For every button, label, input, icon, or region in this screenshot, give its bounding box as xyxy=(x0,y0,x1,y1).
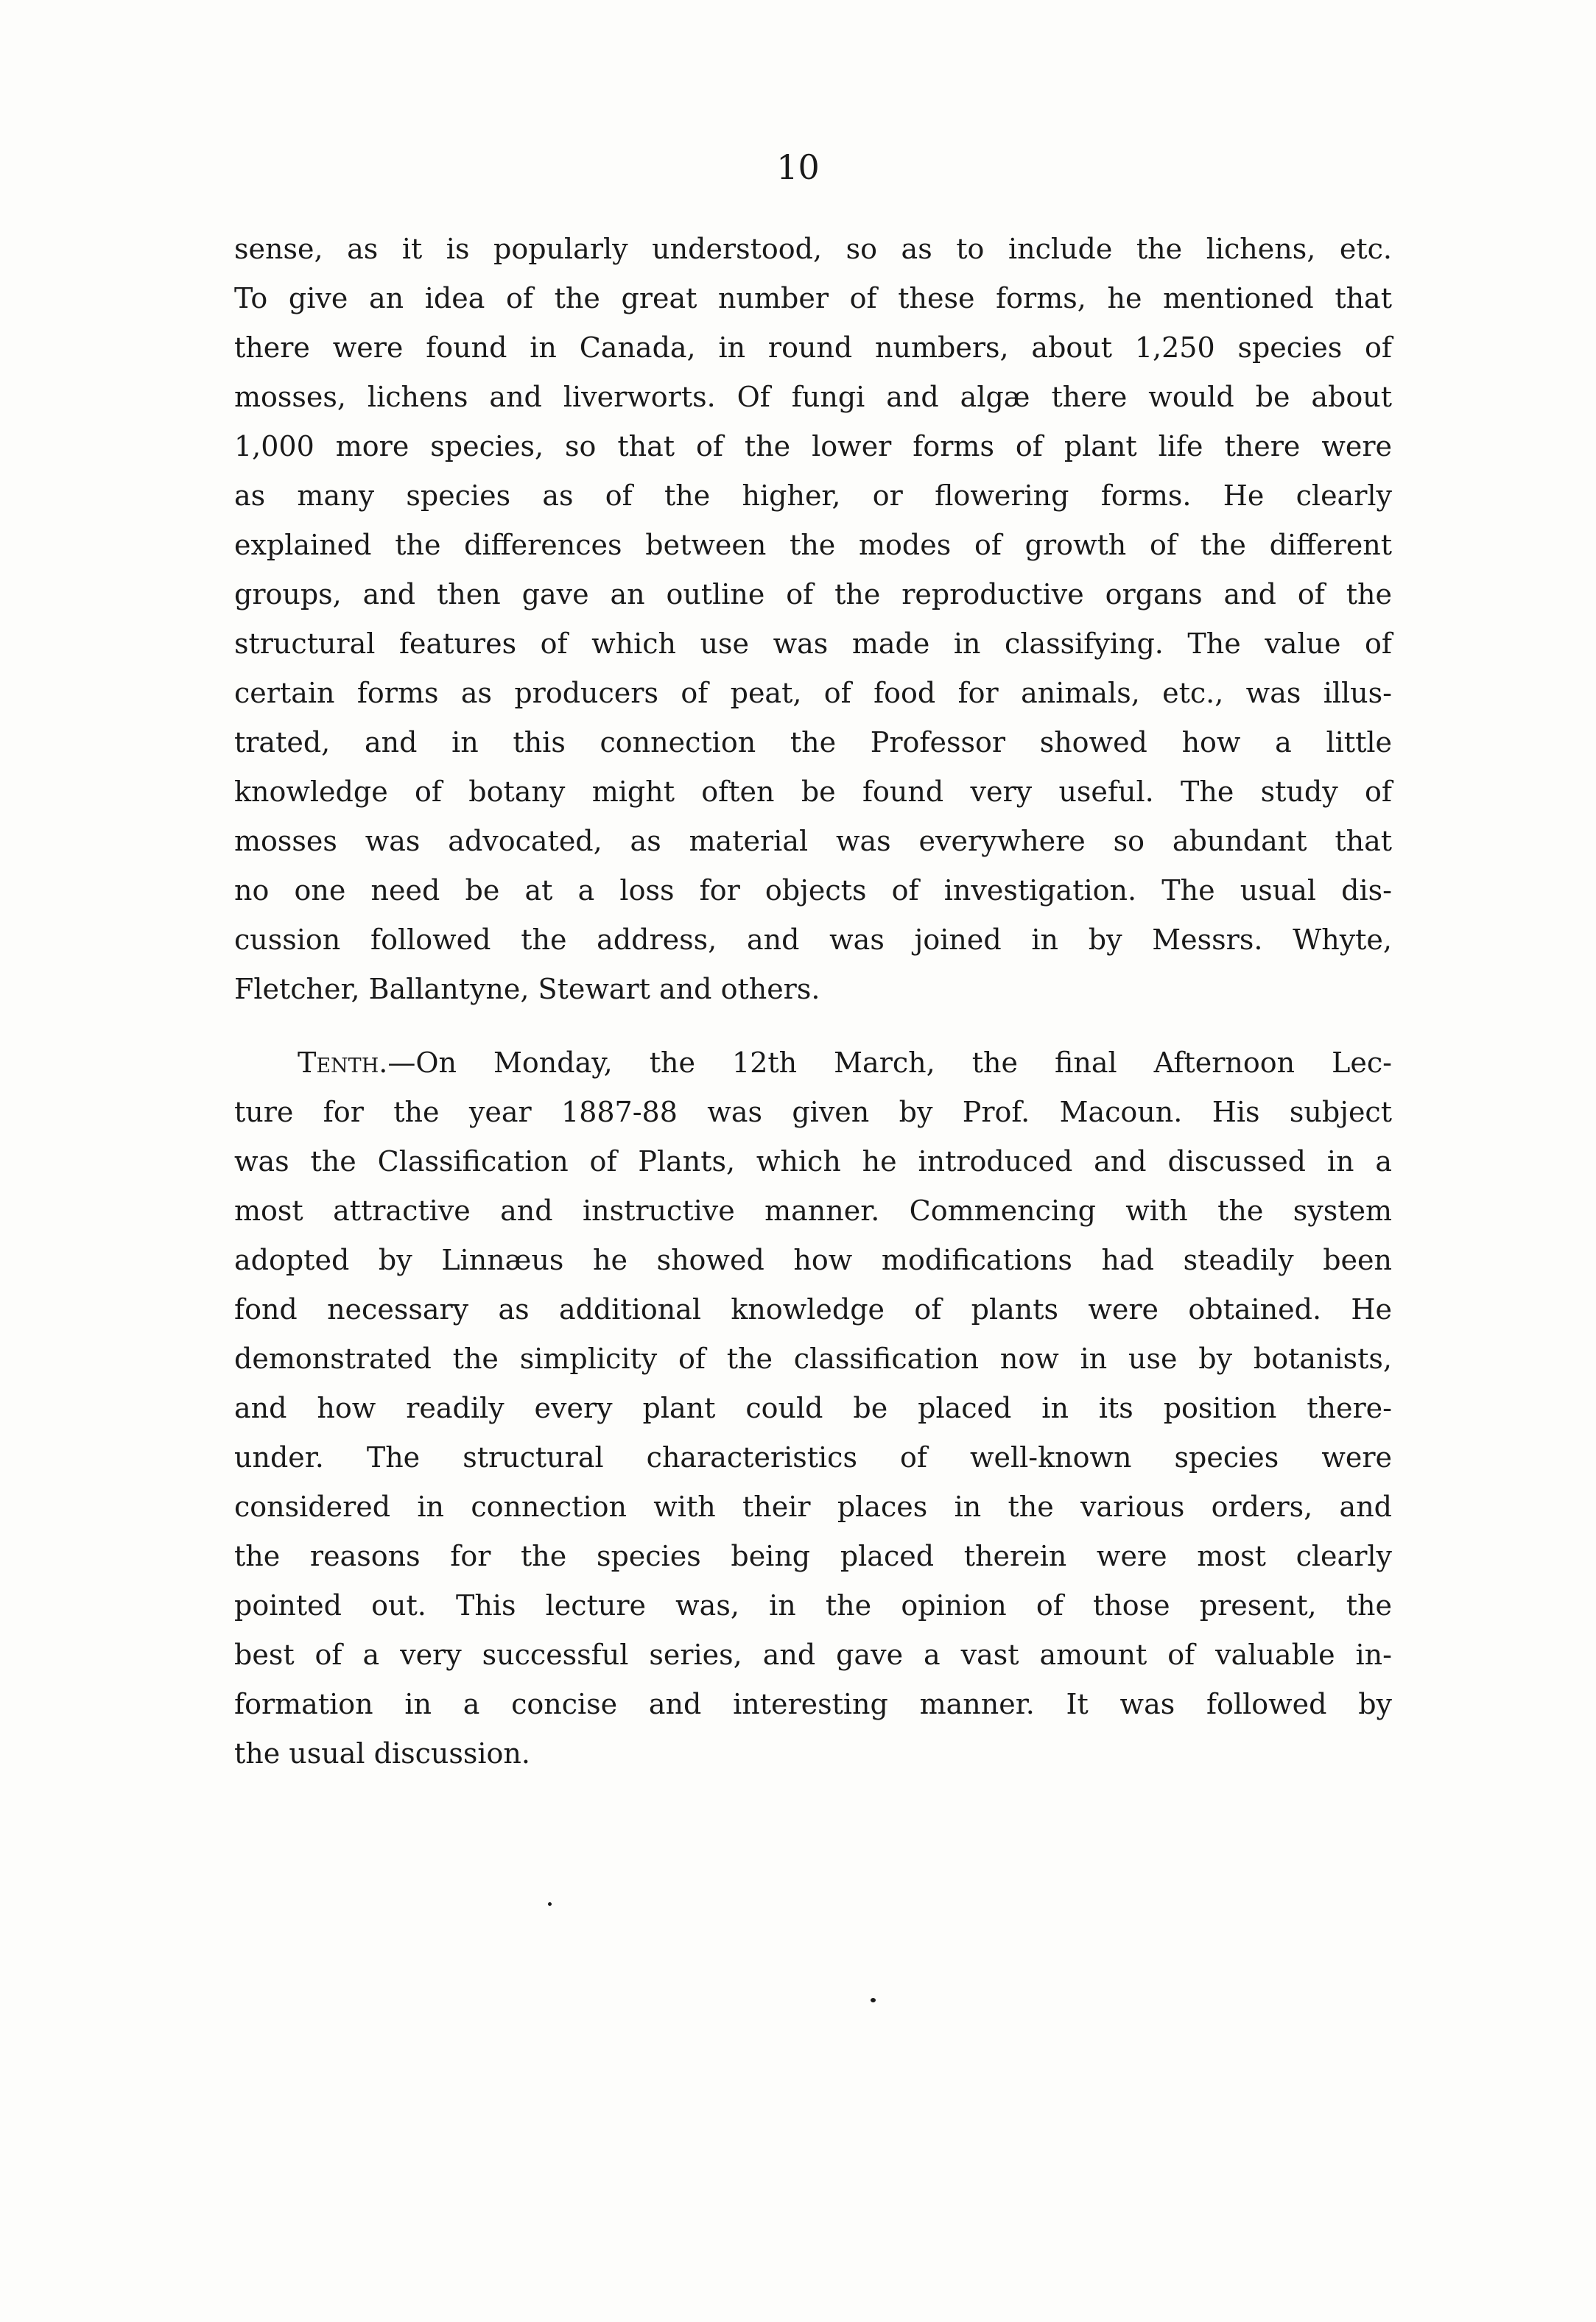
text-line: the usual discussion. xyxy=(234,1737,530,1770)
text-line: fond necessary as additional knowledge of plants were obtained. He xyxy=(234,1293,1392,1326)
text-line: trated, and in this connection the Professor showed how a little xyxy=(234,726,1392,759)
first-line-text: —On Monday, the 12th March, the final Afternoon Lec- xyxy=(387,1046,1392,1079)
text-line: considered in connection with their places in the various orders, and xyxy=(234,1491,1392,1523)
text-line: knowledge of botany might often be found very useful. The study of xyxy=(234,775,1392,808)
print-speck xyxy=(871,1998,876,2002)
body-text xyxy=(234,225,1392,1779)
text-line: no one need be at a loss for objects of investigation. The usual dis- xyxy=(234,874,1392,907)
text-line: structural features of which use was made in classifying. The value of xyxy=(234,627,1392,660)
page-number: 10 xyxy=(776,147,820,187)
text-line: best of a very successful series, and gave a vast amount of valuable in- xyxy=(234,1639,1392,1671)
text-line: the reasons for the species being placed therein were most clearly xyxy=(234,1540,1392,1572)
text-line: mosses, lichens and liverworts. Of fungi and algæ there would be about xyxy=(234,381,1392,413)
text-line: most attractive and instructive manner. Commencing with the system xyxy=(234,1195,1392,1227)
text-line: there were found in Canada, in round numbers, about 1,250 species of xyxy=(234,331,1392,364)
text-line: 1,000 more species, so that of the lower forms of plant life there were xyxy=(234,430,1392,462)
text-line: under. The structural characteristics of well-known species were xyxy=(234,1441,1392,1474)
paragraph-spacer xyxy=(234,1014,1392,1038)
text-line: demonstrated the simplicity of the classification now in use by botanists, xyxy=(234,1343,1392,1375)
text-line: To give an idea of the great number of these forms, he mentioned that xyxy=(234,282,1392,314)
text-line: as many species as of the higher, or flowering forms. He clearly xyxy=(234,479,1392,512)
text-line: formation in a concise and interesting manner. It was followed by xyxy=(234,1688,1392,1720)
text-line: Fletcher, Ballantyne, Stewart and others. xyxy=(234,973,820,1005)
text-line: pointed out. This lecture was, in the opinion of those present, the xyxy=(234,1589,1392,1622)
text-line: ture for the year 1887-88 was given by Prof. Macoun. His subject xyxy=(234,1096,1392,1128)
text-line: adopted by Linnæus he showed how modifications had steadily been xyxy=(234,1244,1392,1276)
text-line: groups, and then gave an outline of the reproductive organs and of the xyxy=(234,578,1392,611)
text-line: was the Classification of Plants, which he introduced and discussed in a xyxy=(234,1145,1392,1178)
text-line: mosses was advocated, as material was everywhere so abundant that xyxy=(234,825,1392,857)
print-speck xyxy=(548,1902,552,1906)
text-line: cussion followed the address, and was joined in by Messrs. Whyte, xyxy=(234,923,1392,956)
text-line: explained the differences between the modes of growth of the different xyxy=(234,529,1392,561)
paragraph-tenth-lecture xyxy=(234,1038,1392,1779)
section-label: Tenth. xyxy=(298,1046,388,1079)
text-line-first xyxy=(234,1038,1392,1088)
paragraph-lichens-mosses xyxy=(234,225,1392,1014)
text-line: certain forms as producers of peat, of food for animals, etc., was illus- xyxy=(234,677,1392,709)
text-line: and how readily every plant could be placed in its position there- xyxy=(234,1392,1392,1424)
text-line: sense, as it is popularly understood, so as to include the lichens, etc. xyxy=(234,233,1392,265)
